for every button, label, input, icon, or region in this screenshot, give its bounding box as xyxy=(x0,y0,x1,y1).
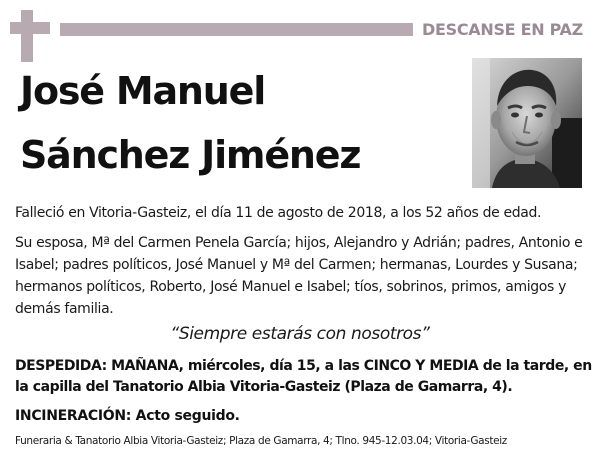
header-label: DESCANSE EN PAZ xyxy=(422,20,583,39)
death-notice-text: Falleció en Vitoria-Gasteiz, el día 11 de agosto de 2018, a los 52 años de edad. xyxy=(15,205,542,221)
header-bar xyxy=(60,23,413,36)
family-list-text: Su esposa, Mª del Carmen Penela García; hijos, Alejandro y Adrián; padres, Antonio e Isabel; padres políticos, José Manuel y Mª del Carmen; hermanas, Lourdes y Susana; hermanos políticos, Roberto, José Manuel e Isabel; tíos, sobrinos, primos, amigos y demás familia. xyxy=(15,235,583,317)
deceased-name-line1: José Manuel xyxy=(20,69,266,113)
deceased-name-line2: Sánchez Jiménez xyxy=(20,133,361,177)
memorial-quote: “Siempre estarás con nosotros” xyxy=(170,324,430,344)
cremation-announcement: INCINERACIÓN: Acto seguido. xyxy=(15,408,240,424)
cross-icon xyxy=(10,10,50,62)
portrait-photo xyxy=(472,58,582,188)
funeral-home-footer: Funeraria & Tanatorio Albia Vitoria-Gasteiz; Plaza de Gamarra, 4; Tlno. 945-12.03.04; Vitoria-Gasteiz xyxy=(15,435,507,447)
farewell-announcement: DESPEDIDA: MAÑANA, miércoles, día 15, a las CINCO Y MEDIA de la tarde, en la capilla del Tanatorio Albia Vitoria-Gasteiz (Plaza de Gamarra, 4). xyxy=(15,358,592,395)
